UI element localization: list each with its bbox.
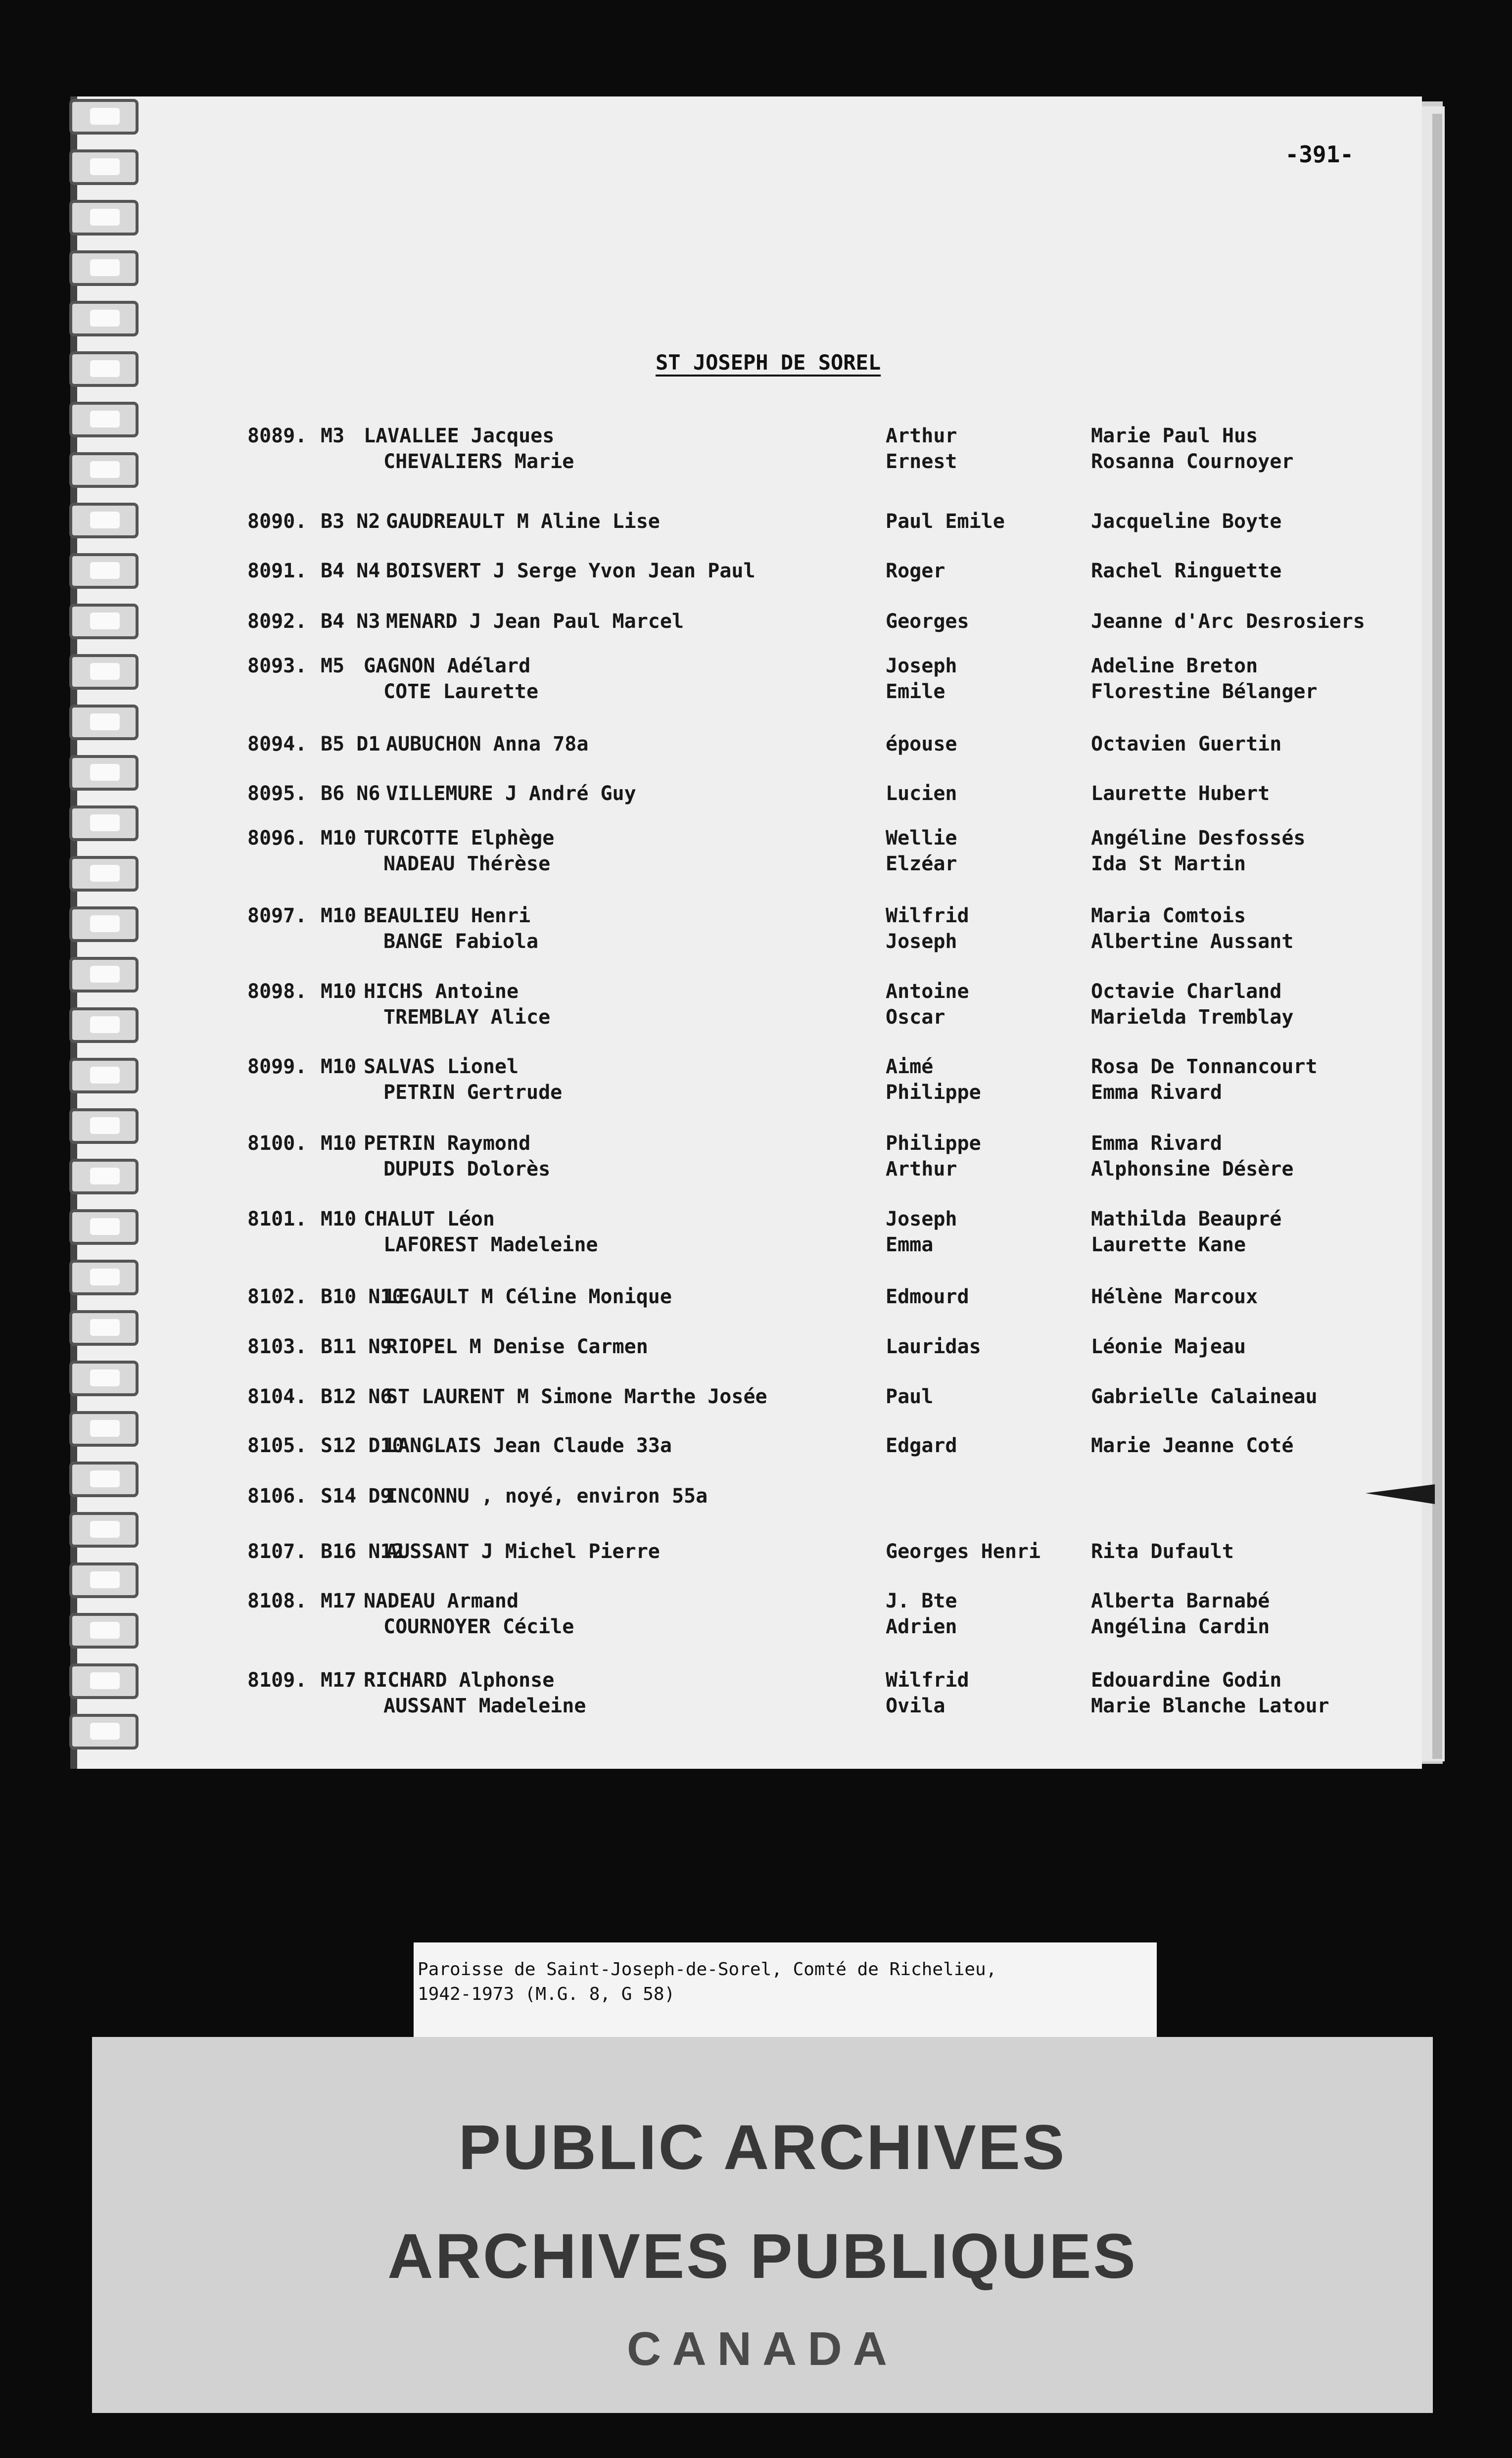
entry-number: 8093. bbox=[247, 655, 307, 677]
entry-name: AUBUCHON Anna 78a bbox=[386, 733, 589, 756]
entry-father: Wellie bbox=[886, 827, 957, 850]
register-entry bbox=[0, 1384, 1512, 1438]
entry-mother-2: Alphonsine Désère bbox=[1091, 1158, 1294, 1181]
register-entry bbox=[0, 1131, 1512, 1185]
entry-name: PETRIN Raymond bbox=[364, 1132, 531, 1155]
entry-father: Aimé bbox=[886, 1055, 934, 1078]
entry-mother-2: Marie Blanche Latour bbox=[1091, 1695, 1329, 1717]
entry-codes: M10 bbox=[321, 1208, 357, 1230]
register-entry bbox=[0, 653, 1512, 708]
entry-mother: Rachel Ringuette bbox=[1091, 560, 1282, 582]
entry-name: VILLEMURE J André Guy bbox=[386, 782, 636, 805]
entry-mother: Laurette Hubert bbox=[1091, 782, 1270, 805]
entry-name: MENARD J Jean Paul Marcel bbox=[386, 610, 684, 633]
entry-number: 8095. bbox=[247, 782, 307, 805]
entry-codes: B6 N6 bbox=[321, 782, 380, 805]
entry-mother: Octavie Charland bbox=[1091, 980, 1282, 1003]
entry-spouse-name: PETRIN Gertrude bbox=[383, 1081, 563, 1104]
entry-name: NADEAU Armand bbox=[364, 1590, 519, 1612]
entry-mother: Octavien Guertin bbox=[1091, 733, 1282, 756]
page-title: ST JOSEPH DE SOREL bbox=[656, 350, 881, 375]
entry-name: HICHS Antoine bbox=[364, 980, 519, 1003]
entry-codes: B12 N6 bbox=[321, 1385, 392, 1408]
entry-mother: Angéline Desfossés bbox=[1091, 827, 1306, 850]
entry-spouse-name: NADEAU Thérèse bbox=[383, 852, 551, 875]
binding-ring bbox=[69, 200, 139, 236]
entry-father-2: Ovila bbox=[886, 1695, 945, 1717]
register-entry bbox=[0, 1483, 1512, 1538]
binding-ring bbox=[69, 250, 139, 286]
entry-mother-2: Rosanna Cournoyer bbox=[1091, 450, 1294, 473]
register-entry bbox=[0, 1667, 1512, 1722]
page-number: -391- bbox=[1285, 141, 1354, 168]
entry-mother-2: Ida St Martin bbox=[1091, 852, 1246, 875]
archives-stamp bbox=[92, 2037, 1433, 2413]
entry-mother-2: Laurette Kane bbox=[1091, 1233, 1246, 1256]
entry-father: Wilfrid bbox=[886, 1669, 969, 1692]
entry-codes: M10 bbox=[321, 827, 357, 850]
source-line-2: 1942-1973 (M.G. 8, G 58) bbox=[418, 1984, 675, 2004]
register-entry bbox=[0, 1334, 1512, 1388]
entry-father-2: Philippe bbox=[886, 1081, 981, 1104]
entry-mother: Marie Jeanne Coté bbox=[1091, 1434, 1294, 1457]
register-entry bbox=[0, 1206, 1512, 1261]
entry-codes: M5 bbox=[321, 655, 345, 677]
entry-number: 8109. bbox=[247, 1669, 307, 1692]
entry-mother: Marie Paul Hus bbox=[1091, 425, 1258, 447]
entry-mother: Jacqueline Boyte bbox=[1091, 510, 1282, 533]
entry-number: 8105. bbox=[247, 1434, 307, 1457]
entry-mother: Maria Comtois bbox=[1091, 904, 1246, 927]
register-entry bbox=[0, 1588, 1512, 1643]
entry-mother: Hélène Marcoux bbox=[1091, 1285, 1258, 1308]
binding-ring bbox=[69, 301, 139, 336]
entry-father: Antoine bbox=[886, 980, 969, 1003]
entry-codes: B5 D1 bbox=[321, 733, 380, 756]
entry-codes: M3 bbox=[321, 425, 345, 447]
entry-father-2: Joseph bbox=[886, 930, 957, 953]
register-entry bbox=[0, 423, 1512, 477]
entry-number: 8090. bbox=[247, 510, 307, 533]
entry-number: 8107. bbox=[247, 1540, 307, 1563]
register-entry bbox=[0, 1539, 1512, 1593]
entry-mother: Alberta Barnabé bbox=[1091, 1590, 1270, 1612]
entry-name: TURCOTTE Elphège bbox=[364, 827, 555, 850]
entry-spouse-name: CHEVALIERS Marie bbox=[383, 450, 574, 473]
entry-name: BOISVERT J Serge Yvon Jean Paul bbox=[386, 560, 756, 582]
entry-number: 8096. bbox=[247, 827, 307, 850]
source-line-1: Paroisse de Saint-Joseph-de-Sorel, Comté de Richelieu, bbox=[418, 1959, 997, 1980]
entry-mother: Gabrielle Calaineau bbox=[1091, 1385, 1318, 1408]
entry-father-2: Ernest bbox=[886, 450, 957, 473]
entry-mother: Léonie Majeau bbox=[1091, 1335, 1246, 1358]
register-entry bbox=[0, 558, 1512, 613]
entry-name: RICHARD Alphonse bbox=[364, 1669, 555, 1692]
entry-name: AUSSANT J Michel Pierre bbox=[386, 1540, 660, 1563]
entry-mother: Rosa De Tonnancourt bbox=[1091, 1055, 1318, 1078]
entry-father: Joseph bbox=[886, 655, 957, 677]
entry-codes: S12 D10 bbox=[321, 1434, 404, 1457]
entry-father: Lucien bbox=[886, 782, 957, 805]
entry-name: GAGNON Adélard bbox=[364, 655, 531, 677]
binding-ring bbox=[69, 351, 139, 387]
register-entry bbox=[0, 825, 1512, 880]
entry-father: J. Bte bbox=[886, 1590, 957, 1612]
entry-codes: B3 N2 bbox=[321, 510, 380, 533]
entry-father: Paul bbox=[886, 1385, 934, 1408]
entry-name: LAVALLEE Jacques bbox=[364, 425, 555, 447]
entry-mother: Jeanne d'Arc Desrosiers bbox=[1091, 610, 1365, 633]
entry-name: CHALUT Léon bbox=[364, 1208, 495, 1230]
entry-mother-2: Angélina Cardin bbox=[1091, 1615, 1270, 1638]
binding-ring bbox=[69, 149, 139, 185]
entry-spouse-name: AUSSANT Madeleine bbox=[383, 1695, 586, 1717]
entry-father: Lauridas bbox=[886, 1335, 981, 1358]
entry-name: SALVAS Lionel bbox=[364, 1055, 519, 1078]
entry-spouse-name: COTE Laurette bbox=[383, 680, 539, 703]
source-label bbox=[414, 1942, 1157, 2039]
register-entry bbox=[0, 509, 1512, 563]
entry-number: 8099. bbox=[247, 1055, 307, 1078]
entry-spouse-name: TREMBLAY Alice bbox=[383, 1006, 551, 1029]
entry-mother: Rita Dufault bbox=[1091, 1540, 1234, 1563]
register-entry bbox=[0, 1284, 1512, 1338]
entry-father-2: Elzéar bbox=[886, 852, 957, 875]
binding-ring bbox=[69, 99, 139, 135]
register-entry bbox=[0, 903, 1512, 957]
entry-mother: Mathilda Beaupré bbox=[1091, 1208, 1282, 1230]
entry-father-2: Emile bbox=[886, 680, 945, 703]
entry-father: Paul Emile bbox=[886, 510, 1005, 533]
entry-father: Wilfrid bbox=[886, 904, 969, 927]
entry-father-2: Emma bbox=[886, 1233, 934, 1256]
entry-codes: M17 bbox=[321, 1590, 357, 1612]
stamp-line-3: CANADA bbox=[627, 2322, 898, 2375]
entry-number: 8108. bbox=[247, 1590, 307, 1612]
stamp-line-2: ARCHIVES PUBLIQUES bbox=[387, 2221, 1137, 2292]
entry-father: Georges bbox=[886, 610, 969, 633]
entry-mother-2: Florestine Bélanger bbox=[1091, 680, 1318, 703]
entry-codes: B10 N10 bbox=[321, 1285, 404, 1308]
entry-spouse-name: LAFOREST Madeleine bbox=[383, 1233, 598, 1256]
register-entry bbox=[0, 731, 1512, 786]
entry-father: Edmourd bbox=[886, 1285, 969, 1308]
entry-name: LANGLAIS Jean Claude 33a bbox=[386, 1434, 672, 1457]
entry-spouse-name: BANGE Fabiola bbox=[383, 930, 539, 953]
entry-number: 8094. bbox=[247, 733, 307, 756]
register-entry bbox=[0, 1433, 1512, 1487]
entry-mother: Emma Rivard bbox=[1091, 1132, 1222, 1155]
entry-name: RIOPEL M Denise Carmen bbox=[386, 1335, 648, 1358]
entry-codes: B16 N12 bbox=[321, 1540, 404, 1563]
entry-father-2: Oscar bbox=[886, 1006, 945, 1029]
entry-number: 8092. bbox=[247, 610, 307, 633]
entry-codes: M10 bbox=[321, 1132, 357, 1155]
entry-number: 8089. bbox=[247, 425, 307, 447]
entry-name: LEGAULT M Céline Monique bbox=[386, 1285, 672, 1308]
entry-codes: B11 N9 bbox=[321, 1335, 392, 1358]
entry-number: 8100. bbox=[247, 1132, 307, 1155]
entry-mother-2: Albertine Aussant bbox=[1091, 930, 1294, 953]
entry-number: 8103. bbox=[247, 1335, 307, 1358]
entry-number: 8098. bbox=[247, 980, 307, 1003]
entry-codes: M10 bbox=[321, 1055, 357, 1078]
entry-name: ST LAURENT M Simone Marthe Josée bbox=[386, 1385, 767, 1408]
entry-number: 8102. bbox=[247, 1285, 307, 1308]
entry-number: 8106. bbox=[247, 1485, 307, 1508]
entry-codes: M10 bbox=[321, 904, 357, 927]
entry-name: GAUDREAULT M Aline Lise bbox=[386, 510, 660, 533]
entry-number: 8101. bbox=[247, 1208, 307, 1230]
entry-codes: S14 D9 bbox=[321, 1485, 392, 1508]
entry-codes: B4 N4 bbox=[321, 560, 380, 582]
entry-codes: M10 bbox=[321, 980, 357, 1003]
entry-father: Philippe bbox=[886, 1132, 981, 1155]
entry-name: INCONNU , noyé, environ 55a bbox=[386, 1485, 708, 1508]
stamp-line-1: PUBLIC ARCHIVES bbox=[458, 2112, 1067, 2183]
entry-father: Arthur bbox=[886, 425, 957, 447]
entry-father: Joseph bbox=[886, 1208, 957, 1230]
register-entry bbox=[0, 1054, 1512, 1108]
entry-mother-2: Emma Rivard bbox=[1091, 1081, 1222, 1104]
entry-name: BEAULIEU Henri bbox=[364, 904, 531, 927]
entry-father: épouse bbox=[886, 733, 957, 756]
entry-mother: Adeline Breton bbox=[1091, 655, 1258, 677]
register-entry bbox=[0, 979, 1512, 1033]
entry-father: Roger bbox=[886, 560, 945, 582]
entry-father: Georges Henri bbox=[886, 1540, 1041, 1563]
entry-father: Edgard bbox=[886, 1434, 957, 1457]
entry-father-2: Adrien bbox=[886, 1615, 957, 1638]
entry-mother: Edouardine Godin bbox=[1091, 1669, 1282, 1692]
entry-mother-2: Marielda Tremblay bbox=[1091, 1006, 1294, 1029]
entry-father-2: Arthur bbox=[886, 1158, 957, 1181]
entry-codes: B4 N3 bbox=[321, 610, 380, 633]
entry-number: 8097. bbox=[247, 904, 307, 927]
entry-spouse-name: DUPUIS Dolorès bbox=[383, 1158, 551, 1181]
entry-number: 8091. bbox=[247, 560, 307, 582]
entry-codes: M17 bbox=[321, 1669, 357, 1692]
entry-spouse-name: COURNOYER Cécile bbox=[383, 1615, 574, 1638]
entry-number: 8104. bbox=[247, 1385, 307, 1408]
